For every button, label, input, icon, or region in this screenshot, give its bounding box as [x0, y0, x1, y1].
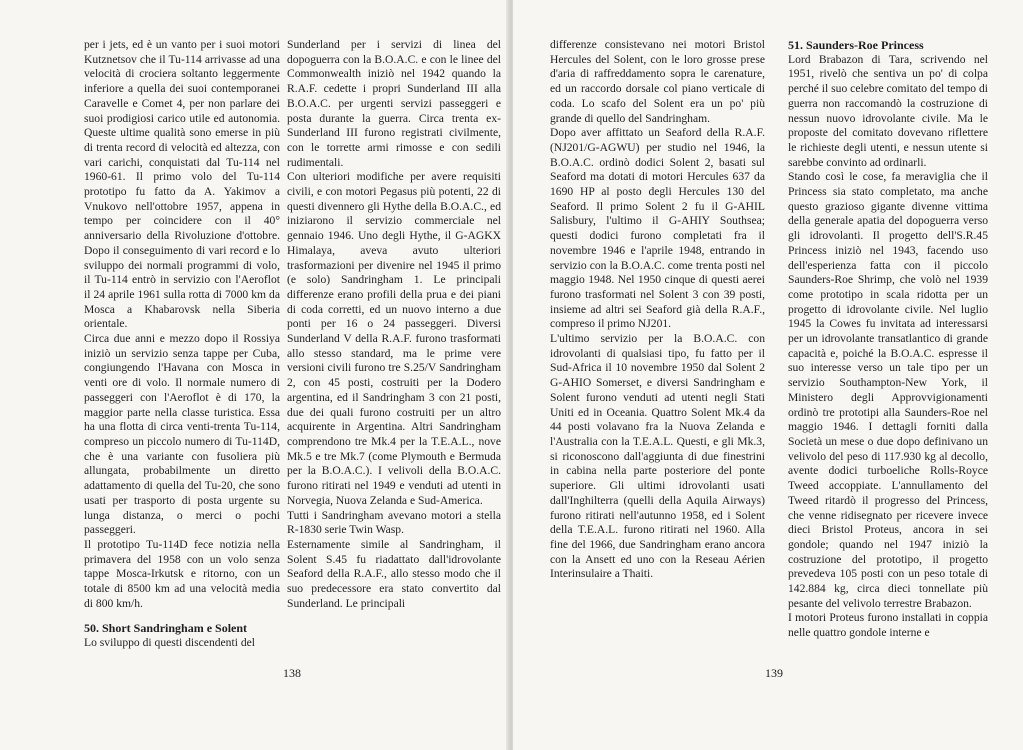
paragraph: Lo sviluppo di questi discendenti del [84, 636, 255, 650]
page-number: 138 [283, 666, 301, 680]
right-column-2 [788, 38, 988, 641]
paragraph: differenze consistevano nei motori Bristol Hercules del Solent, con le loro grosse prese d'aria di raffreddamento sopra le carenature, ed un raccordo dorsale col piano verticale di coda. Lo scafo del Solent era un po' più grande di quello del Sandringham. [550, 38, 765, 125]
right-column-1 [550, 38, 765, 582]
left-column-2 [287, 38, 501, 611]
paragraph: Il prototipo Tu-114D fece notizia nella primavera del 1958 con un volo senza tappe Mosca-Irkutsk e ritorno, con un totale di 8500 km ad una velocità media di 800 km/h. [84, 537, 280, 610]
page-number: 139 [765, 666, 783, 680]
left-page [0, 0, 510, 750]
paragraph: Tutti i Sandringham avevano motori a stella R-1830 serie Twin Wasp. [287, 508, 501, 537]
paragraph: per i jets, ed è un vanto per i suoi motori Kutznetsov che il Tu-114 arrivasse ad una velocità di crociera soltanto leggermente inferiore a quella dei suoi contemporanei Caravelle e Comet 4, per non parlare dei suoi prodigiosi carico utile ed autonomia. Queste ultime qualità sono emerse in più di trenta record di velocità ed altezza, con vari carichi, conquistati dal Tu-114 nel 1960-61. Il primo volo del Tu-114 prototipo fu fatto da A. Yakimov a Vnukovo nell'ottobre 1957, appena in tempo per coincidere con il 40° anniversario della Rivoluzione d'ottobre. Dopo il conseguimento di vari record e lo sviluppo dei normali programmi di volo, il Tu-114 entrò in servizio con l'Aeroflot il 24 aprile 1961 sulla rotta di 7000 km da Mosca a Khabarovsk nella Siberia orientale. [84, 38, 280, 331]
paragraph: Dopo aver affittato un Seaford della R.A.F. (NJ201/G-AGWU) per studio nel 1946, la B.O.A.C. ordinò dodici Solent 2, basati sul Seaford ma dotati di motori Hercules 637 da 1690 HP al posto degli Hercules 130 del Seaford. Il primo Solent 2 fu il G-AHIL Salisbury, l'ultimo il G-AHIY Southsea; questi dodici furono completati fra il novembre 1946 e l'aprile 1948, entrando in servizio con la B.O.A.C. come trenta posti nel maggio 1948. Nel 1950 cinque di questi aerei furono trasformati nel Solent 3 con 39 posti, insieme ad altri sei Seaford già della R.A.F., compreso il primo NJ201. [550, 126, 765, 331]
paragraph: Sunderland per i servizi di linea del dopoguerra con la B.O.A.C. e con le linee del Commonwealth iniziò nel 1942 quando la R.A.F. cedette i propri Sunderland III alla B.O.A.C. per urgenti servizi passeggeri e posta durante la guerra. Circa trenta ex-Sunderland III furono registrati civilmente, con le torrette armi rimosse e con sedili rudimentali. [287, 38, 501, 169]
paragraph: Con ulteriori modifiche per avere requisiti civili, e con motori Pegasus più potenti, 22 di questi divennero gli Hythe della B.O.A.C., ed iniziarono il servizio commerciale nel gennaio 1946. Uno degli Hythe, il G-AGKX Himalaya, aveva avuto ulteriori trasformazioni per divenire nel 1945 il primo (e solo) Sandringham 1. Le principali differenze erano profili della prua e dei piani di coda corretti, ed un nuovo interno a due ponti per 16 o 24 passeggeri. Diversi Sunderland V della R.A.F. furono trasformati allo stesso standard, ma le prime vere versioni civili furono tre S.25/V Sandringham 2, con 45 posti, costruiti per la Dodero argentina, ed il Sandringham 3 con 21 posti, due dei quali furono costruiti per un altro acquirente in Argentina. Altri Sandringham comprendono tre Mk.4 per la T.E.A.L., nove Mk.5 e tre Mk.7 (come Plymouth e Bermuda per la B.O.A.C.). I velivoli della B.O.A.C. furono ritirati nel 1949 e venduti ad utenti in Norvegia, Nuova Zelanda e Sud-America. [287, 170, 501, 507]
paragraph: Esternamente simile al Sandringham, il Solent S.45 fu riadattato dall'idrovolante Seaford della R.A.F., allo stesso modo che il suo predecessore era stato convertito dal Sunderland. Le principali [287, 537, 501, 610]
section-heading: 51. Saunders-Roe Princess [788, 38, 924, 52]
left-column-1 [84, 38, 280, 651]
paragraph: Circa due anni e mezzo dopo il Rossiya iniziò un servizio senza tappe per Cuba, congiungendo l'Havana con Mosca in venti ore di volo. Il normale numero di passeggeri con l'Aeroflot è di 170, la maggior parte nella classe turistica. Essa ha una flotta di circa venti-trenta Tu-114, compreso un piccolo numero di Tu-114D, che è una variante con fusoliera più allungata, probabilmente un diretto adattamento di quella del Tu-20, che sono usati per trasporto di posta urgente su lunga distanza, o merci o pochi passeggeri. [84, 332, 280, 537]
paragraph: L'ultimo servizio per la B.O.A.C. con idrovolanti di qualsiasi tipo, fu fatto per il Sud-Africa il 10 novembre 1950 dal Solent 2 G-AHIO Somerset, e diversi Sandringham e Solent furono venduti ad utenti negli Stati Uniti ed in Oceania. Quattro Solent Mk.4 da 44 posti volavano fra la Nuova Zelanda e l'Australia con la T.E.A.L. Questi, e gli Mk.3, si riconoscono dall'aggiunta di due finestrini in cabina nella parte posteriore del ponte superiore. Gli ultimi idrovolanti usati dall'Inghilterra (quelli della Aquila Airways) furono ritirati nell'autunno 1958, ed i Solent della T.E.A.L. furono ritirati nel 1960. Alla fine del 1966, due Sandringham erano ancora con la Ansett ed uno con la Reseau Aérien Interinsulaire a Thaiti. [550, 332, 765, 581]
section-heading: 50. Short Sandringham e Solent [84, 621, 248, 636]
paragraph: Lord Brabazon di Tara, scrivendo nel 1951, rivelò che sentiva un po' di colpa perché il suo celebre comitato del tempo di guerra non raccomandò la costruzione di nessun nuovo idrovolante civile. Ma le proposte del comitato dovevano riflettere le richieste degli utenti, e nessun utente si sarebbe convinto ad ordinarli. [788, 52, 988, 169]
paragraph: I motori Proteus furono installati in coppia nelle quattro gondole interne e [788, 611, 988, 640]
paragraph: Stando così le cose, fa meraviglia che il Princess sia stato completato, ma anche questo grazioso gigante divenne vittima della generale apatia del dopoguerra verso gli idrovolanti. Il progetto dell'S.R.45 Princess iniziò nel 1943, facendo uso dell'esperienza fatta con il piccolo Saunders-Roe Shrimp, che volò nel 1939 come prototipo in scala ridotta per un progetto di idrovolante civile. Nel luglio 1945 la Cowes fu invitata ad interessarsi per un idrovolante transatlantico di grande capacità e, poiché la B.O.A.C. espresse il suo interesse verso un tale tipo per un servizio Southampton-New York, il Ministero degli Approvvigionamenti ordinò tre prototipi alla Saunders-Roe nel maggio 1946. I dettagli forniti dalla Società un mese o due dopo definivano un velivolo del peso di 117.930 kg al decollo, avente dodici turboeliche Rolls-Royce Tweed accoppiate. L'annullamento del Tweed ritardò il progresso del Princess, che venne ridisegnato per ricevere invece dieci Bristol Proteus, ancora in sei gondole; quando nel 1947 iniziò la costruzione del prototipo, il progetto prevedeva 105 posti con un peso totale di 142.884 kg, circa dieci tonnellate più pesante del velivolo terrestre Brabazon. [788, 170, 988, 610]
